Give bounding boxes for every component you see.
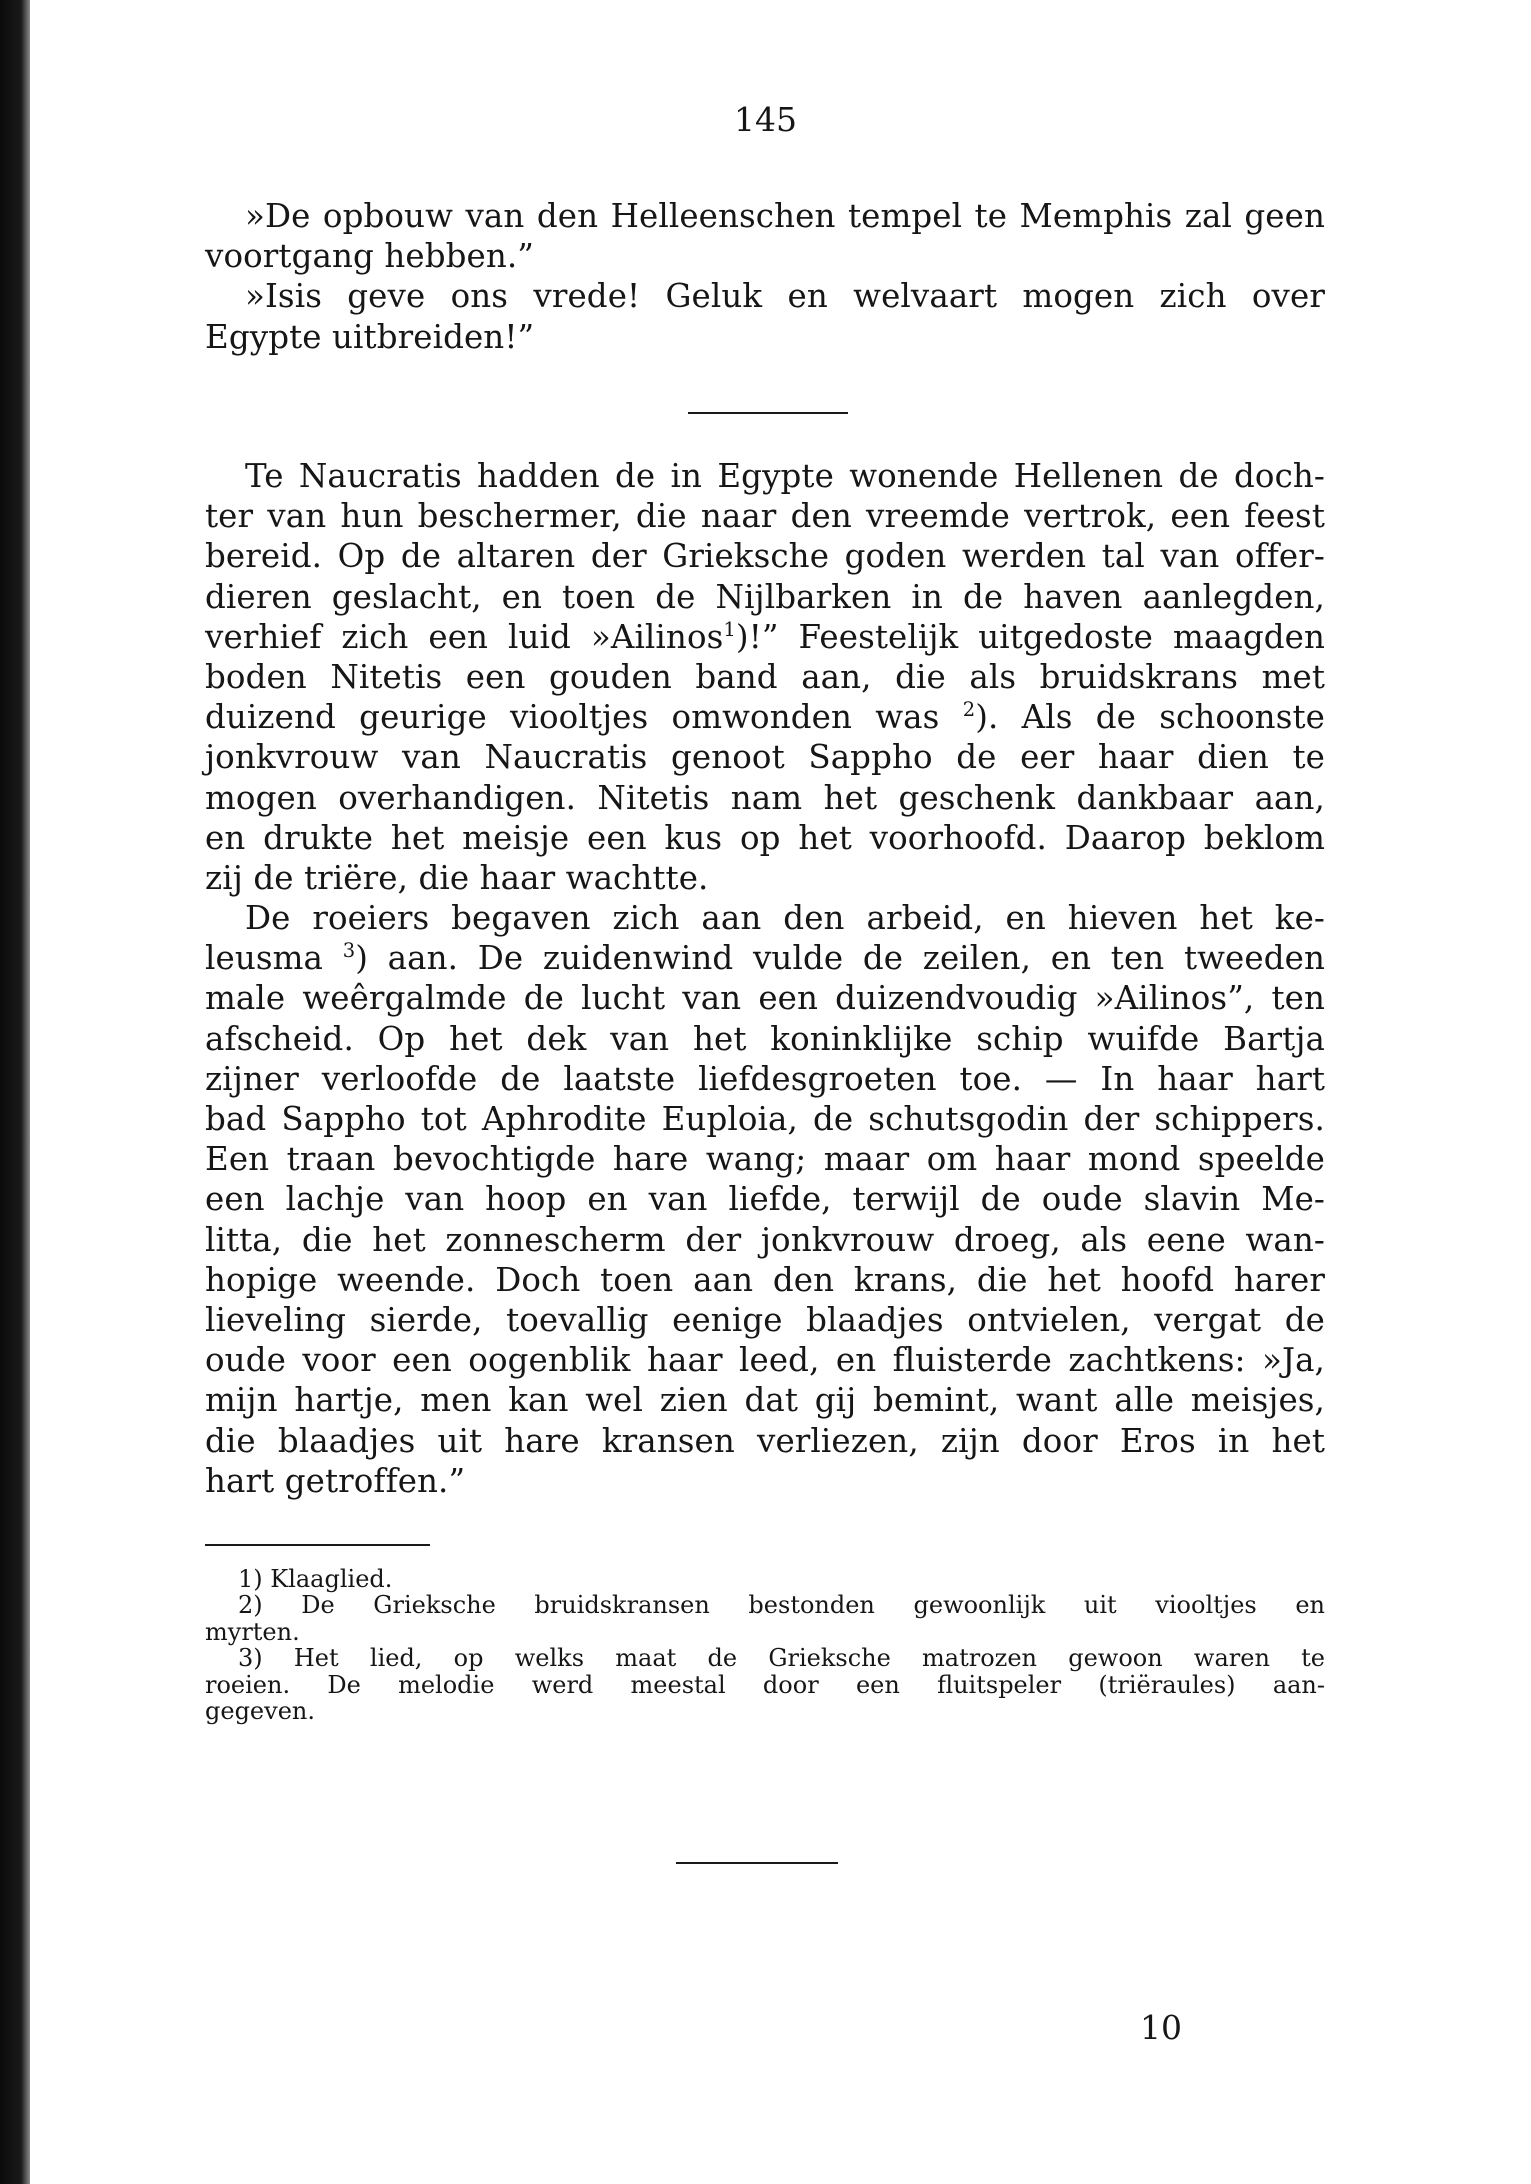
- text-line: bereid. Op de altaren der Grieksche goden werden tal van offer-: [205, 537, 1325, 576]
- text-line: hart getroffen.”: [205, 1461, 466, 1500]
- text-line: ter van hun beschermer, die naar den vreemde vertrok, een feest: [205, 497, 1325, 536]
- text-line: bad Sappho tot Aphrodite Euploia, de schutsgodin der schippers.: [205, 1100, 1325, 1138]
- footnote-line: 3) Het lied, op welks maat de Grieksche matrozen gewoon waren te: [238, 1644, 1325, 1673]
- footnote-ref: 2: [962, 698, 976, 722]
- binding-edge: [0, 0, 30, 2184]
- text-line: De roeiers begaven zich aan den arbeid, en hieven het ke-: [245, 899, 1325, 938]
- text-line: [205, 697, 1325, 737]
- text-segment: ). Als de schoonste: [975, 698, 1325, 737]
- footnote-line: 1) Klaaglied.: [238, 1565, 393, 1593]
- footnote-divider: [205, 1544, 430, 1546]
- section-divider: [688, 412, 848, 414]
- text-line: male weêrgalmde de lucht van een duizendvoudig »Ailinos”, ten: [205, 979, 1325, 1018]
- text-line: dieren geslacht, en toen de Nijlbarken in de haven aanlegden,: [205, 577, 1325, 616]
- footnote-line: 2) De Grieksche bruidskransen bestonden gewoonlijk uit viooltjes en: [238, 1591, 1325, 1620]
- bottom-divider: [676, 1862, 838, 1864]
- footnotes: [205, 1566, 1325, 1724]
- main-text: [205, 456, 1325, 1501]
- footnote-ref: 1: [723, 617, 736, 641]
- text-line: mogen overhandigen. Nitetis nam het geschenk dankbaar aan,: [205, 778, 1325, 817]
- text-line: boden Nitetis een gouden band aan, die als bruidskrans met: [205, 657, 1325, 696]
- text-line: Egypte uitbreiden!”: [205, 317, 535, 356]
- text-line: [205, 938, 1325, 978]
- text-line: Te Naucratis hadden de in Egypte wonende Hellenen de doch-: [245, 457, 1325, 495]
- text-line: een lachje van hoop en van liefde, terwijl de oude slavin Me-: [205, 1180, 1325, 1219]
- footnote-line: myrten.: [205, 1617, 300, 1646]
- text-segment: verhief zich een luid »Ailinos: [205, 617, 724, 656]
- text-line: lieveling sierde, toevallig eenige blaadjes ontvielen, vergat de: [205, 1300, 1325, 1339]
- text-line: »De opbouw van den Helleenschen tempel te Memphis zal geen: [245, 197, 1325, 235]
- text-line: zijner verloofde de laatste liefdesgroeten toe. — In haar hart: [205, 1059, 1325, 1098]
- text-line: mijn hartje, men kan wel zien dat gij bemint, want alle meisjes,: [205, 1381, 1325, 1420]
- text-segment: )!” Feestelijk uitgedoste maagden: [735, 617, 1326, 656]
- text-line: afscheid. Op het dek van het koninklijke schip wuifde Bartja: [205, 1019, 1325, 1058]
- footnote-line: gegeven.: [205, 1696, 315, 1725]
- footnote-line: roeien. De melodie werd meestal door een fluitspeler (triëraules) aan-: [205, 1670, 1325, 1699]
- text-line: en drukte het meisje een kus op het voorhoofd. Daarop beklom: [205, 818, 1325, 857]
- text-line: hopige weende. Doch toen aan den krans, die het hoofd harer: [205, 1260, 1325, 1299]
- text-line: litta, die het zonnescherm der jonkvrouw droeg, als eene wan-: [205, 1220, 1325, 1259]
- text-line: voortgang hebben.”: [205, 237, 535, 276]
- text-line: Een traan bevochtigde hare wang; maar om haar mond speelde: [205, 1140, 1325, 1179]
- footnote-ref: 3: [342, 939, 356, 963]
- text-line: »Isis geve ons vrede! Geluk en welvaart mogen zich over: [245, 277, 1325, 316]
- text-segment: leusma: [205, 939, 324, 978]
- signature-mark: 10: [1140, 2008, 1182, 2047]
- intro-text: [205, 196, 1325, 357]
- text-segment: duizend geurige viooltjes omwonden was: [205, 698, 940, 737]
- text-line: oude voor een oogenblik haar leed, en fluisterde zachtkens: »Ja,: [205, 1341, 1325, 1380]
- text-line: jonkvrouw van Naucratis genoot Sappho de eer haar dien te: [205, 738, 1325, 777]
- text-line: zij de triëre, die haar wachtte.: [205, 858, 709, 897]
- page-number: 145: [734, 100, 797, 139]
- text-line: die blaadjes uit hare kransen verliezen, zijn door Eros in het: [205, 1421, 1325, 1460]
- text-segment: ) aan. De zuidenwind vulde de zeilen, en ten tweeden: [355, 939, 1325, 978]
- text-line: [205, 617, 1325, 657]
